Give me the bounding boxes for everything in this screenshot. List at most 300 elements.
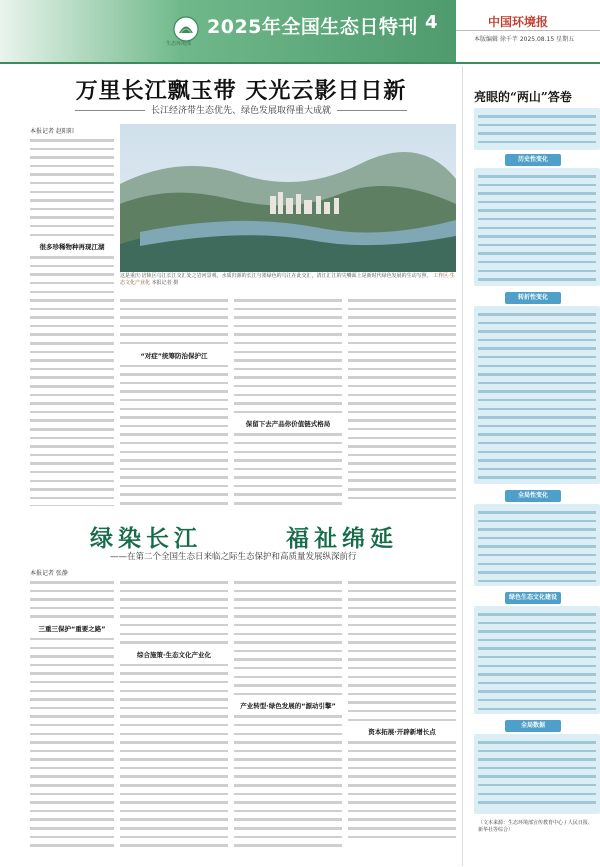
text-block [30,253,114,506]
text-line [478,198,596,207]
text-line [348,468,456,477]
sidebar-box [474,504,600,586]
sidebar-box [474,734,600,814]
text-block [30,635,114,850]
text-line [234,833,342,842]
text-line [120,790,228,799]
text-line [30,764,114,773]
text-line [30,604,114,613]
page-number: 4 [425,12,438,33]
section-heading: 保留下去产品你价值链式格局 [245,420,331,429]
article1-col3 [234,296,342,506]
text-line [120,473,228,482]
text-line [30,188,114,197]
text-line [348,587,456,596]
text-line [234,690,342,699]
text-line [348,621,456,630]
text-line [478,662,596,671]
text-line [348,738,456,747]
article2-col4 [348,578,456,860]
text-block [234,296,342,416]
text-line [348,365,456,374]
text-line [348,655,456,664]
photo-credit: 本报记者 摄 [151,280,179,286]
text-line [478,517,596,526]
text-line [120,604,228,613]
text-line [30,738,114,747]
text-line [120,405,228,414]
text-line [234,595,342,604]
text-line [120,721,228,730]
text-line [30,288,114,297]
text-line [348,416,456,425]
text-line [478,121,596,130]
text-line [478,138,596,147]
text-line [120,687,228,696]
text-line [30,425,114,434]
text-line [30,153,114,162]
text-line [478,241,596,250]
text-line [478,473,596,482]
text-line [478,405,596,414]
river-landscape-image [120,124,456,272]
text-block [120,661,228,850]
text-line [234,730,342,739]
section-heading: 综合施策·生态文化产业化 [137,650,211,659]
text-line [120,824,228,833]
text-block [348,578,456,724]
text-line [478,422,596,431]
text-line [348,716,456,725]
text-line [120,339,228,348]
sidebar-footer: （文本来源：生态环境部宣传教育中心 / 人民日报、新华社等综合） [478,820,593,833]
text-line [30,459,114,468]
sidebar-box [474,306,600,484]
text-line [478,112,596,121]
text-line [234,348,342,357]
text-line [120,781,228,790]
text-line [348,330,456,339]
text-line [120,422,228,431]
text-line [478,206,596,215]
text-line [30,695,114,704]
text-line [478,258,596,267]
text-line [348,698,456,707]
text-line [30,833,114,842]
text-line [234,647,342,656]
date-line: 本版编辑 徐千芊 2025.08.15 星期五 [474,36,575,43]
text-line [478,670,596,679]
text-line [348,790,456,799]
text-line [478,310,596,319]
text-line [120,712,228,721]
text-line [30,179,114,188]
text-line [234,712,342,721]
text-line [478,430,596,439]
text-line [30,382,114,391]
text-line [234,578,342,587]
text-line [348,604,456,613]
text-line [348,313,456,322]
text-line [234,841,342,850]
text-line [120,413,228,422]
text-line [120,833,228,842]
text-line [348,824,456,833]
text-line [478,319,596,328]
text-line [120,738,228,747]
text-line [348,348,456,357]
photo-caption-highlight: 工作区·生态文化产业化 [120,273,455,286]
text-line [120,490,228,499]
text-line [348,781,456,790]
text-line [234,430,342,439]
text-line [478,705,596,714]
text-line [478,224,596,233]
text-line [348,772,456,781]
sidebar-section-header: 历史性变化 [505,154,561,166]
text-line [478,696,596,705]
subhead-rule-right [337,110,407,111]
text-line [348,690,456,699]
text-line [478,764,596,773]
text-line [478,560,596,569]
text-line [348,673,456,682]
text-line [478,798,596,807]
text-line [478,653,596,662]
text-line [120,322,228,331]
text-line [234,391,342,400]
text-line [478,687,596,696]
text-line [348,647,456,656]
logo-caption: 生态环境部 [166,41,192,47]
text-line [30,824,114,833]
text-line [30,661,114,670]
text-line [234,721,342,730]
text-line [478,344,596,353]
text-line [234,764,342,773]
text-line [234,408,342,417]
text-line [478,781,596,790]
text-line [478,362,596,371]
text-line [348,373,456,382]
text-line [30,305,114,314]
text-line [30,772,114,781]
text-line [120,296,228,305]
text-line [234,673,342,682]
text-line [30,721,114,730]
text-line [478,129,596,138]
text-line [120,379,228,388]
text-line [348,681,456,690]
text-line [348,798,456,807]
article1-byline: 本报记者 赵阳阳 [30,128,74,135]
subhead-rule-left [75,110,145,111]
text-line [348,434,456,443]
text-line [120,456,228,465]
section-heading: 资本拓展·开辟新增长点 [368,728,436,737]
text-line [30,279,114,288]
text-line [30,434,114,443]
text-line [120,430,228,439]
text-line [348,356,456,365]
text-line [348,595,456,604]
text-line [120,305,228,314]
text-line [478,439,596,448]
text-line [478,189,596,198]
text-line [234,296,342,305]
text-line [478,336,596,345]
text-line [348,612,456,621]
text-block [120,578,228,647]
text-line [120,330,228,339]
text-line [30,587,114,596]
text-line [234,638,342,647]
text-line [234,655,342,664]
text-block [30,136,114,239]
text-line [120,499,228,506]
text-line [30,391,114,400]
text-line [234,747,342,756]
article2-col3 [234,578,342,860]
text-line [120,482,228,491]
text-line [348,459,456,468]
text-line [234,473,342,482]
text-line [120,578,228,587]
text-line [478,387,596,396]
text-line [120,755,228,764]
text-line [30,262,114,271]
text-block [120,296,228,348]
text-line [120,362,228,371]
text-line [348,391,456,400]
text-line [30,635,114,644]
text-line [478,396,596,405]
text-line [348,638,456,647]
text-line [234,439,342,448]
text-line [478,508,596,517]
article1-col4 [348,296,456,506]
text-line [234,373,342,382]
text-line [348,296,456,305]
text-line [478,644,596,653]
text-line [30,416,114,425]
text-line [30,678,114,687]
text-line [234,587,342,596]
text-line [30,253,114,262]
sidebar-section-header: 绿色生态文化建设 [505,592,561,604]
text-line [30,365,114,374]
text-line [30,399,114,408]
photo-caption-text: 这是重庆·涪陵区乌江长江交汇处之岩河景观，水质归源的长江与墨绿色的乌江在此交汇，清江汇江的尖嘴面上是新时代绿色发展的生动写照。 [120,273,432,279]
text-block [234,430,342,506]
text-block [348,296,456,502]
text-line [30,652,114,661]
text-line [30,790,114,799]
text-line [30,687,114,696]
text-line [478,534,596,543]
text-line [120,669,228,678]
text-line [30,451,114,460]
text-line [234,781,342,790]
text-line [478,413,596,422]
text-line [234,790,342,799]
text-line [30,205,114,214]
text-line [478,542,596,551]
text-line [478,679,596,688]
text-line [478,379,596,388]
text-line [30,330,114,339]
text-line [478,525,596,534]
text-line [478,181,596,190]
text-line [348,476,456,485]
text-line [234,612,342,621]
text-block [234,578,342,698]
text-line [348,630,456,639]
text-line [120,807,228,816]
article2-col2 [120,578,228,860]
sidebar-section-header: 转折性变化 [505,292,561,304]
text-line [30,348,114,357]
text-line [234,313,342,322]
text-line [348,399,456,408]
text-line [234,448,342,457]
text-line [478,215,596,224]
text-line [478,275,596,284]
text-line [120,595,228,604]
text-line [478,353,596,362]
text-line [234,339,342,348]
text-line [348,747,456,756]
text-line [348,764,456,773]
text-line [30,781,114,790]
section-heading: 产业转型·绿色发展的“源动引擎” [240,702,336,711]
text-line [120,764,228,773]
sidebar-box [474,168,600,286]
text-line [348,485,456,494]
text-line [30,841,114,850]
text-line [348,425,456,434]
text-line [30,196,114,205]
text-line [478,790,596,799]
text-line [30,270,114,279]
section-heading: 很多珍稀物种再现江湖 [39,243,105,252]
text-line [234,399,342,408]
text-line [348,451,456,460]
text-line [120,678,228,687]
article2-subhead: ——在第二个全国生态日来临之际生态保护和高质量发展纵深前行 [110,552,357,562]
text-line [30,170,114,179]
text-line [30,730,114,739]
banner-title: 2025年全国生态日特刊 [207,16,418,38]
ecology-emblem-icon [173,16,199,42]
text-line [30,222,114,231]
text-block [348,738,456,841]
text-line [348,707,456,716]
article2-headline-left: 绿染长江 [90,525,202,552]
text-line [234,490,342,499]
text-line [478,755,596,764]
text-line [30,468,114,477]
text-line [348,664,456,673]
text-line [30,485,114,494]
text-line [348,807,456,816]
text-line [234,815,342,824]
text-line [120,695,228,704]
text-line [478,267,596,276]
text-line [348,305,456,314]
text-line [348,494,456,503]
text-line [478,448,596,457]
sidebar [468,68,600,867]
text-line [120,730,228,739]
text-line [478,627,596,636]
yangtze-river-photo [120,124,456,272]
text-line [478,370,596,379]
text-line [30,356,114,365]
text-line [30,798,114,807]
text-line [120,638,228,647]
sidebar-title: 亮眼的“两山”答卷 [474,90,572,104]
article1-subhead-text: 长江经济带生态优先、绿色发展取得重大成就 [150,106,331,116]
text-line [234,456,342,465]
section-heading: 三重三保护“重要之路” [38,624,106,633]
text-line [120,815,228,824]
photo-caption [120,273,456,287]
text-line [30,477,114,486]
text-line [478,249,596,258]
text-line [234,621,342,630]
text-line [120,798,228,807]
text-line [234,798,342,807]
text-line [120,370,228,379]
text-line [234,604,342,613]
article1-subhead [26,103,456,116]
text-line [234,755,342,764]
text-line [30,296,114,305]
article1-col1 [30,136,114,506]
text-line [30,755,114,764]
text-line [348,339,456,348]
text-line [234,305,342,314]
text-line [478,568,596,577]
text-line [30,145,114,154]
text-block [30,578,114,621]
text-line [234,807,342,816]
text-line [234,738,342,747]
text-line [120,772,228,781]
text-line [120,465,228,474]
text-line [478,577,596,586]
text-line [30,502,114,506]
article1-col2 [120,296,228,506]
text-line [120,747,228,756]
text-line [30,339,114,348]
text-line [478,172,596,181]
text-line [120,396,228,405]
text-line [30,313,114,322]
text-line [234,630,342,639]
text-line [234,465,342,474]
text-line [120,587,228,596]
text-line [30,712,114,721]
text-line [478,747,596,756]
text-line [30,704,114,713]
text-line [234,330,342,339]
text-line [120,439,228,448]
text-line [30,494,114,503]
text-line [30,669,114,678]
text-block [120,362,228,506]
